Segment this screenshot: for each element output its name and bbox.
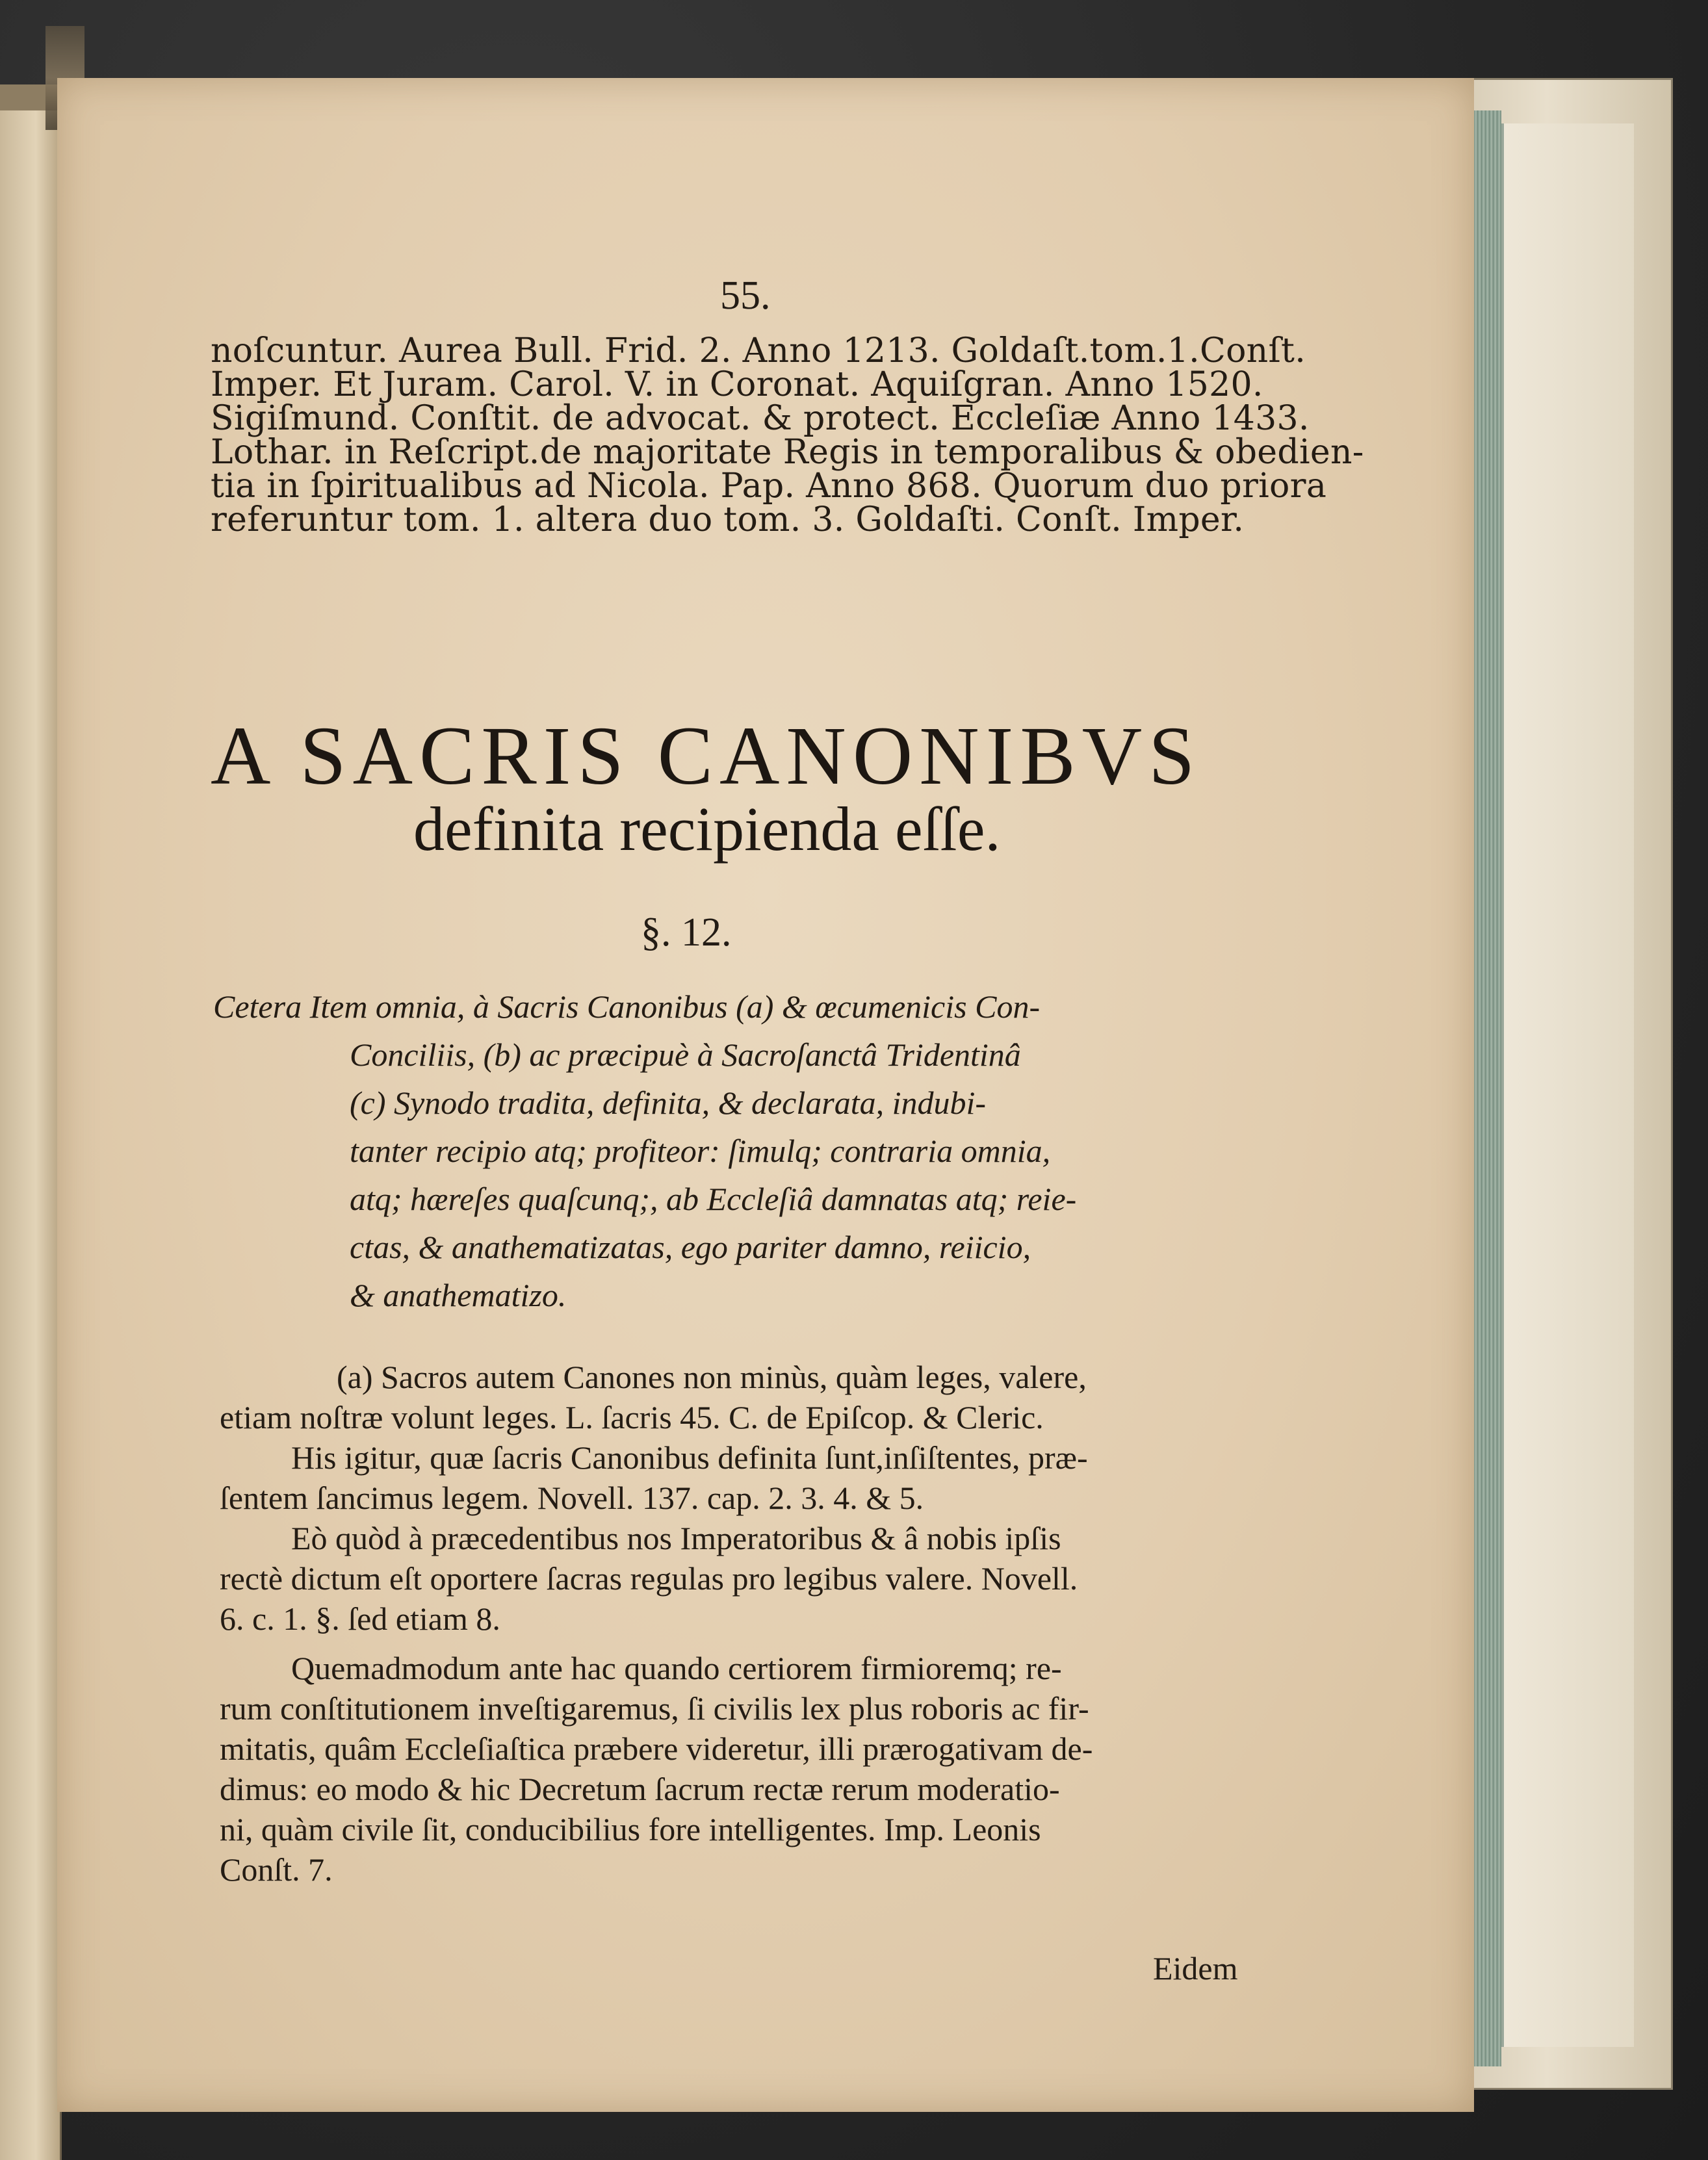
text-line: Cetera Item omnia, à Sacris Canonibus (a) & œcumenicis Con- (213, 988, 1041, 1025)
text-line: & anathematizo. (350, 1277, 567, 1313)
text-line: noſcuntur. Aurea Bull. Frid. 2. Anno 1213. Goldaſt.tom.1.Conſt. (211, 331, 1306, 370)
text-line: dimus: eo modo & hic Decretum ſacrum rectæ rerum moderatio- (220, 1771, 1060, 1807)
section-subheading: definita recipienda eſſe. (413, 794, 1001, 864)
text-line: Eò quòd à præcedentibus nos Imperatoribus & â nobis ipſis (291, 1520, 1061, 1556)
text-line: rectè dictum eſt oportere ſacras regulas pro legibus valere. Novell. (220, 1560, 1078, 1597)
text-line: Sigiſmund. Conſtit. de advocat. & protect. Eccleſiæ Anno 1433. (211, 399, 1310, 438)
text-line: ſentem ſancimus legem. Novell. 137. cap. 2. 3. 4. & 5. (220, 1480, 924, 1516)
text-line: (a) Sacros autem Canones non minùs, quàm leges, valere, (337, 1359, 1087, 1395)
oath-paragraph (213, 988, 1331, 1352)
text-line: referuntur tom. 1. altera duo tom. 3. Goldaſti. Conſt. Imper. (211, 500, 1245, 539)
catchword: Eidem (1153, 1950, 1238, 1986)
text-line: tia in ſpiritualibus ad Nicola. Pap. Anno 868. Quorum duo priora (211, 467, 1327, 506)
page-block-edge (1470, 110, 1501, 2066)
text-line: 6. c. 1. §. ſed etiam 8. (220, 1601, 500, 1637)
text-line: Imper. Et Juram. Carol. V. in Coronat. Aquiſgran. Anno 1520. (211, 365, 1263, 404)
text-line: atq; hæreſes quaſcunq;, ab Eccleſiâ damnatas atq; reie- (350, 1181, 1077, 1217)
text-line: ni, quàm civile ſit, conducibilius fore intelligentes. Imp. Leonis (220, 1811, 1041, 1847)
section-heading: A SACRIS CANONIBVS (211, 710, 1202, 802)
text-line: Lothar. in Reſcript.de majoritate Regis in temporalibus & obedien- (211, 433, 1364, 472)
continuation-paragraph (211, 331, 1364, 695)
text-line: rum conſtitutionem inveſtigaremus, ſi civilis lex plus roboris ac fir- (220, 1690, 1089, 1727)
text-line: His igitur, quæ ſacris Canonibus definita ſunt,inſiſtentes, præ- (291, 1439, 1088, 1476)
page-number: 55. (720, 274, 771, 318)
section-number: §. 12. (641, 910, 732, 955)
text-line: ctas, & anathematizatas, ego pariter damno, reiicio, (350, 1229, 1031, 1265)
text-line: tanter recipio atq; profiteor: ſimulq; contraria omnia, (350, 1133, 1051, 1169)
footnotes (194, 1358, 1338, 1943)
facing-page-edge (0, 97, 62, 2160)
text-line: (c) Synodo tradita, definita, & declarata, indubi- (350, 1085, 987, 1121)
text-line: Conſt. 7. (220, 1851, 333, 1888)
text-line: etiam noſtræ volunt leges. L. ſacris 45. C. de Epiſcop. & Cleric. (220, 1399, 1044, 1435)
text-line: mitatis, quâm Eccleſiaſtica præbere videretur, illi prærogativam de- (220, 1730, 1093, 1767)
text-line: Conciliis, (b) ac præcipuè à Sacroſanctâ Tridentinâ (350, 1036, 1021, 1073)
text-line: Quemadmodum ante hac quando certiorem firmioremq; re- (291, 1650, 1062, 1686)
book-page (57, 78, 1474, 2112)
cover-inner-edge (1501, 123, 1634, 2047)
